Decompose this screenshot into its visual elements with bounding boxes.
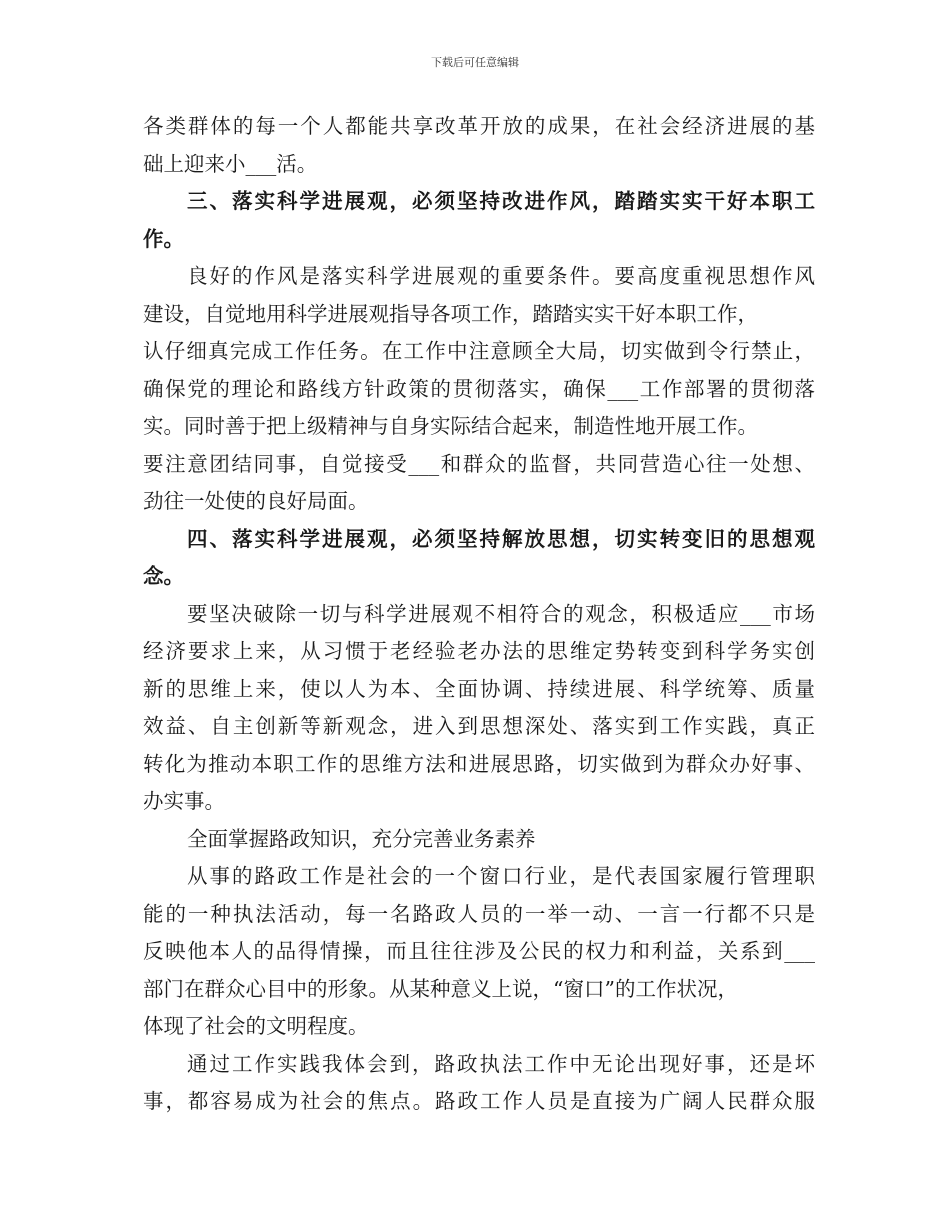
text-line: 从事的路政工作是社会的一个窗口行业，是代表国家履行管理职 — [187, 864, 815, 888]
text-line: 反映他本人的品得情操，而且往往涉及公民的权力和利益，关系到___ — [143, 939, 815, 963]
text-line: 效益、自主创新等新观念，进入到思想深处、落实到工作实践，真正 — [143, 714, 815, 738]
text-line: 要注意团结同事，自觉接受___和群众的监督，共同营造心往一处想、 — [143, 451, 815, 476]
page-header: 下载后可任意编辑 — [431, 56, 519, 69]
text-line: 通过工作实践我体会到，路政执法工作中无论出现好事，还是坏 — [187, 1051, 815, 1076]
text-line: 事，都容易成为社会的焦点。路政工作人员是直接为广阔人民群众服 — [143, 1089, 815, 1113]
text-line: 础上迎来小___活。 — [143, 151, 318, 176]
text-line: 转化为推动本职工作的思维方法和进展思路，切实做到为群众办好事、 — [143, 751, 815, 776]
text-line: 劲往一处使的良好局面。 — [143, 489, 369, 513]
section-heading: 四、落实科学进展观，必须坚持解放思想，切实转变旧的思想观 — [187, 526, 815, 551]
text-line: 体现了社会的文明程度。 — [143, 1014, 369, 1038]
text-line: 确保党的理论和路线方针政策的贯彻落实，确保___工作部署的贯彻落 — [143, 376, 815, 401]
text-line: 办实事。 — [143, 789, 225, 813]
text-line: 良好的作风是落实科学进展观的重要条件。要高度重视思想作风 — [187, 264, 815, 288]
document-body — [143, 108, 815, 1121]
section-heading: 三、落实科学进展观，必须坚持改进作风，踏踏实实干好本职工 — [187, 189, 815, 213]
text-line: 认仔细真完成工作任务。在工作中注意顾全大局，切实做到令行禁止， — [143, 339, 815, 363]
text-line: 建设，自觉地用科学进展观指导各项工作，踏踏实实干好本职工作， — [143, 301, 758, 326]
section-heading: 作。 — [143, 226, 184, 251]
text-line: 各类群体的每一个人都能共享改革开放的成果，在社会经济进展的基 — [143, 114, 815, 138]
text-line: 部门在群众心目中的形象。从某种意义上说，“窗口”的工作状况， — [143, 976, 738, 1001]
text-line: 实。同时善于把上级精神与自身实际结合起来，制造性地开展工作。 — [143, 414, 758, 438]
subheading-line: 全面掌握路政知识，充分完善业务素养 — [187, 826, 536, 851]
section-heading: 念。 — [143, 564, 184, 588]
text-line: 新的思维上来，使以人为本、全面协调、持续进展、科学统筹、质量 — [143, 676, 815, 701]
text-line: 能的一种执法活动，每一名路政人员的一举一动、一言一行都不只是 — [143, 901, 815, 926]
text-line: 经济要求上来，从习惯于老经验老办法的思维定势转变到科学务实创 — [143, 639, 815, 663]
text-line: 要坚决破除一切与科学进展观不相符合的观念，积极适应___市场 — [187, 601, 815, 626]
